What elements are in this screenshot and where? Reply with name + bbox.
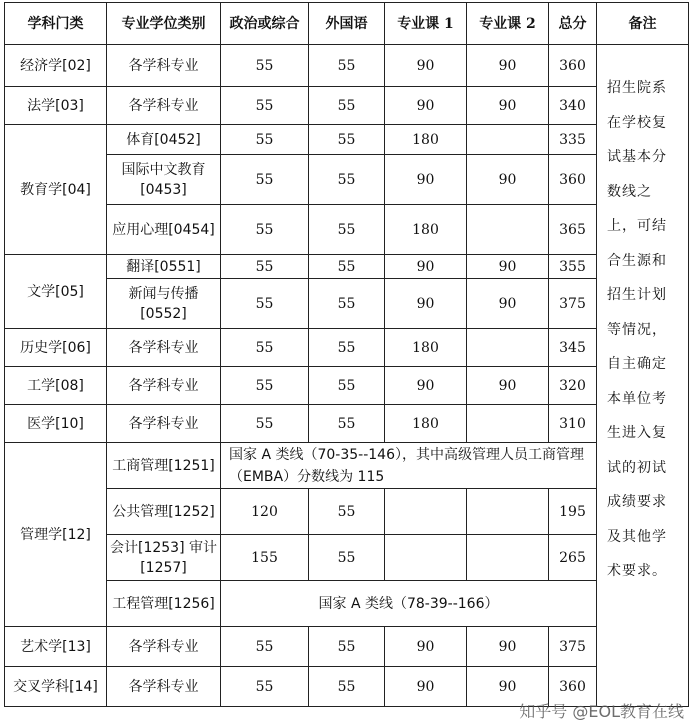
- degree-type-cell: 公共管理[1252]: [107, 489, 221, 535]
- degree-type-cell: 各学科专业: [107, 627, 221, 667]
- category-cell: 文学[05]: [5, 255, 107, 329]
- header-politics: 政治或综合: [221, 3, 309, 45]
- category-cell: 交叉学科[14]: [5, 667, 107, 707]
- course1-cell: 180: [385, 329, 467, 367]
- total-cell: 340: [549, 87, 597, 125]
- course2-cell: 90: [467, 627, 549, 667]
- politics-cell: 55: [221, 329, 309, 367]
- total-cell: 375: [549, 279, 597, 329]
- table-row: [5, 205, 689, 255]
- table-row: [5, 489, 689, 535]
- table-row: [5, 329, 689, 367]
- degree-type-cell: 各学科专业: [107, 405, 221, 443]
- course2-cell: 90: [467, 87, 549, 125]
- span-text-cell: 国家 A 类线（78-39--166）: [221, 581, 597, 627]
- header-course-2: 专业课 2: [467, 3, 549, 45]
- language-cell: 55: [309, 87, 385, 125]
- degree-type-cell: 应用心理[0454]: [107, 205, 221, 255]
- degree-type-cell: 各学科专业: [107, 87, 221, 125]
- course2-cell: 90: [467, 367, 549, 405]
- language-cell: 55: [309, 667, 385, 707]
- table-row: [5, 255, 689, 279]
- table-row: [5, 535, 689, 581]
- total-cell: 375: [549, 627, 597, 667]
- course2-cell: 90: [467, 155, 549, 205]
- course2-cell: 90: [467, 667, 549, 707]
- total-cell: 360: [549, 45, 597, 87]
- language-cell: 55: [309, 627, 385, 667]
- degree-type-cell: 各学科专业: [107, 667, 221, 707]
- course1-cell: 90: [385, 87, 467, 125]
- degree-type-cell: 各学科专业: [107, 367, 221, 405]
- course1-cell: 180: [385, 125, 467, 155]
- total-cell: 355: [549, 255, 597, 279]
- course2-cell: [467, 125, 549, 155]
- total-cell: 265: [549, 535, 597, 581]
- course1-cell: 180: [385, 205, 467, 255]
- table-row: [5, 125, 689, 155]
- language-cell: 55: [309, 367, 385, 405]
- language-cell: 55: [309, 205, 385, 255]
- course1-cell: 90: [385, 279, 467, 329]
- politics-cell: 55: [221, 45, 309, 87]
- span-text-cell: 国家 A 类线（70-35--146），其中高级管理人员工商管理（EMBA）分数线为 115: [221, 443, 597, 489]
- table-row: [5, 443, 689, 489]
- language-cell: 55: [309, 489, 385, 535]
- course2-cell: 90: [467, 279, 549, 329]
- politics-cell: 55: [221, 405, 309, 443]
- degree-type-cell: 国际中文教育[0453]: [107, 155, 221, 205]
- language-cell: 55: [309, 279, 385, 329]
- category-cell: 教育学[04]: [5, 125, 107, 255]
- course2-cell: 90: [467, 255, 549, 279]
- category-cell: 经济学[02]: [5, 45, 107, 87]
- language-cell: 55: [309, 45, 385, 87]
- header-row: [5, 3, 689, 45]
- degree-type-cell: 各学科专业: [107, 45, 221, 87]
- table-row: [5, 581, 689, 627]
- category-cell: 历史学[06]: [5, 329, 107, 367]
- category-cell: 艺术学[13]: [5, 627, 107, 667]
- politics-cell: 155: [221, 535, 309, 581]
- language-cell: 55: [309, 535, 385, 581]
- total-cell: 195: [549, 489, 597, 535]
- category-cell: 医学[10]: [5, 405, 107, 443]
- course1-cell: 90: [385, 627, 467, 667]
- total-cell: 360: [549, 155, 597, 205]
- politics-cell: 55: [221, 667, 309, 707]
- politics-cell: 55: [221, 155, 309, 205]
- header-foreign-language: 外国语: [309, 3, 385, 45]
- politics-cell: 55: [221, 367, 309, 405]
- course1-cell: 90: [385, 155, 467, 205]
- course1-cell: [385, 489, 467, 535]
- politics-cell: 55: [221, 255, 309, 279]
- language-cell: 55: [309, 329, 385, 367]
- table-row: [5, 367, 689, 405]
- table-row: [5, 627, 689, 667]
- total-cell: 310: [549, 405, 597, 443]
- total-cell: 320: [549, 367, 597, 405]
- politics-cell: 55: [221, 125, 309, 155]
- category-cell: 工学[08]: [5, 367, 107, 405]
- language-cell: 55: [309, 125, 385, 155]
- politics-cell: 55: [221, 279, 309, 329]
- header-course-1: 专业课 1: [385, 3, 467, 45]
- total-cell: 365: [549, 205, 597, 255]
- table-row: [5, 155, 689, 205]
- course2-cell: [467, 535, 549, 581]
- header-note: 备注: [597, 3, 689, 45]
- degree-type-cell: 体育[0452]: [107, 125, 221, 155]
- course1-cell: 180: [385, 405, 467, 443]
- course1-cell: 90: [385, 667, 467, 707]
- category-cell: 法学[03]: [5, 87, 107, 125]
- course2-cell: [467, 205, 549, 255]
- politics-cell: 55: [221, 205, 309, 255]
- total-cell: 360: [549, 667, 597, 707]
- score-table-container: [4, 2, 688, 707]
- course2-cell: [467, 329, 549, 367]
- degree-type-cell: 各学科专业: [107, 329, 221, 367]
- course2-cell: [467, 489, 549, 535]
- language-cell: 55: [309, 255, 385, 279]
- course2-cell: [467, 405, 549, 443]
- degree-type-cell: 翻译[0551]: [107, 255, 221, 279]
- course1-cell: 90: [385, 367, 467, 405]
- course2-cell: 90: [467, 45, 549, 87]
- total-cell: 335: [549, 125, 597, 155]
- total-cell: 345: [549, 329, 597, 367]
- politics-cell: 55: [221, 627, 309, 667]
- course1-cell: [385, 535, 467, 581]
- table-row: [5, 87, 689, 125]
- language-cell: 55: [309, 155, 385, 205]
- score-table: [4, 2, 689, 707]
- degree-type-cell: 会计[1253] 审计[1257]: [107, 535, 221, 581]
- table-row: [5, 405, 689, 443]
- header-category: 学科门类: [5, 3, 107, 45]
- politics-cell: 120: [221, 489, 309, 535]
- course1-cell: 90: [385, 255, 467, 279]
- course1-cell: 90: [385, 45, 467, 87]
- note-cell: 招生院系在学校复试基本分数线之上，可结合生源和招生计划等情况，自主确定本单位考生进入复试的初试成绩要求及其他学术要求。: [597, 45, 689, 707]
- table-row: [5, 279, 689, 329]
- degree-type-cell: 工商管理[1251]: [107, 443, 221, 489]
- politics-cell: 55: [221, 87, 309, 125]
- degree-type-cell: 工程管理[1256]: [107, 581, 221, 627]
- table-row: [5, 45, 689, 87]
- watermark: 知乎号 @EOL教育在线: [519, 702, 684, 721]
- header-degree-type: 专业学位类别: [107, 3, 221, 45]
- degree-type-cell: 新闻与传播[0552]: [107, 279, 221, 329]
- language-cell: 55: [309, 405, 385, 443]
- category-cell: 管理学[12]: [5, 443, 107, 627]
- header-total: 总分: [549, 3, 597, 45]
